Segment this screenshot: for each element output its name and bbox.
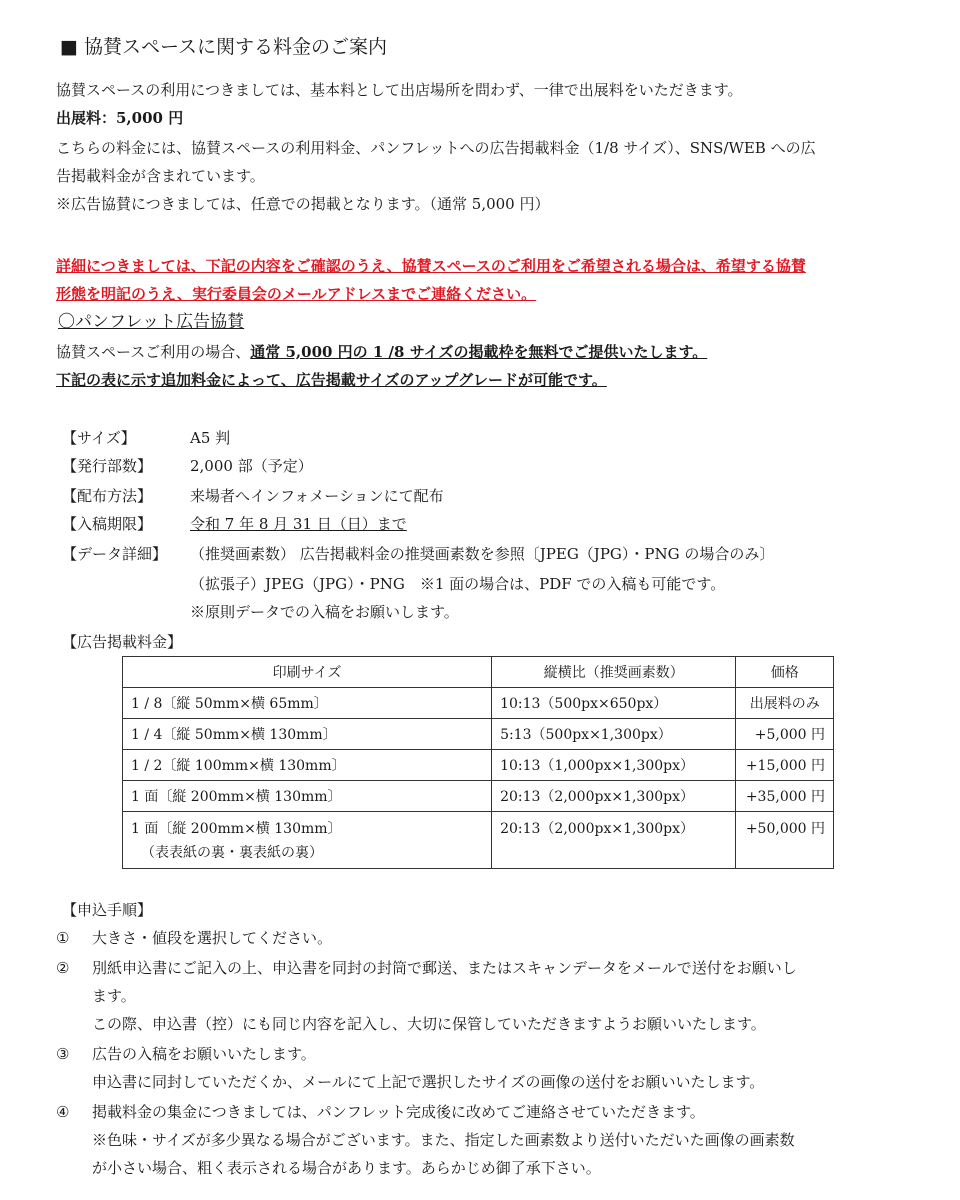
fees-table — [122, 656, 834, 869]
cell-price: +15,000 円 — [736, 750, 834, 781]
notice-line-2: 形態を明記のうえ、実行委員会のメールアドレスまでご連絡ください。 — [56, 285, 537, 303]
col-header-price: 価格 — [736, 657, 834, 688]
col-header-print-size: 印刷サイズ — [123, 657, 492, 688]
square-bullet-icon: ■ — [60, 36, 78, 58]
spec-data-line-3: ※原則データでの入稿をお願いします。 — [190, 603, 459, 621]
spec-data-label: 【データ詳細】 — [62, 545, 168, 563]
cell-price: +50,000 円 — [736, 812, 834, 869]
notice-line-1: 詳細につきましては、下記の内容をご確認のうえ、協賛スペースのご利用をご希望される場合は、希望する協賛 — [56, 257, 806, 275]
spec-deadline-value: 令和 7 年 8 月 31 日（日）まで — [190, 515, 407, 533]
procedure-heading: 【申込手順】 — [62, 901, 153, 919]
spec-size-label: 【サイズ】 — [62, 429, 136, 447]
exhibition-fee: 出展料：5,000 円 — [56, 109, 184, 127]
step-4-text-3: が小さい場合、粗く表示される場合があります。あらかじめ御了承下さい。 — [92, 1159, 601, 1177]
spec-size-value: A5 判 — [190, 429, 231, 447]
step-4-text-2: ※色味・サイズが多少異なる場合がございます。また、指定した画素数より送付いただいた画像の画素数 — [92, 1131, 795, 1149]
pamphlet-line-1-plain: 協賛スペースご利用の場合、 — [56, 343, 251, 361]
step-4-text-1: 掲載料金の集金につきましては、パンフレット完成後に改めてご連絡させていただきます。 — [92, 1103, 705, 1121]
cell-ratio: 10:13（500px×650px） — [492, 688, 736, 719]
table-row — [123, 688, 834, 719]
table-row — [123, 719, 834, 750]
cell-ratio: 20:13（2,000px×1,300px） — [492, 781, 736, 812]
step-1-text: 大きさ・値段を選択してください。 — [92, 929, 333, 947]
page-title-text: 協賛スペースに関する料金のご案内 — [84, 36, 388, 58]
step-1-number: ① — [56, 929, 70, 947]
pamphlet-line-2: 下記の表に示す追加料金によって、広告掲載サイズのアップグレードが可能です。 — [56, 371, 607, 389]
col-header-aspect-ratio: 縦横比（推奨画素数） — [492, 657, 736, 688]
fees-heading: 【広告掲載料金】 — [62, 633, 183, 651]
spec-copies-label: 【発行部数】 — [62, 457, 153, 475]
cell-ratio: 5:13（500px×1,300px） — [492, 719, 736, 750]
pamphlet-line-1-bold: 通常 5,000 円の 1 /8 サイズの掲載枠を無料でご提供いたします。 — [250, 343, 708, 361]
spec-distribution-label: 【配布方法】 — [62, 487, 153, 505]
step-2-number: ② — [56, 959, 70, 977]
table-row — [123, 812, 834, 869]
step-3-number: ③ — [56, 1045, 70, 1063]
intro-line-4: 告掲載料金が含まれています。 — [56, 167, 265, 185]
cell-size: 1 / 2〔縦 100mm×横 130mm〕 — [123, 750, 492, 781]
pamphlet-line-1 — [56, 342, 707, 362]
cell-price: +5,000 円 — [736, 719, 834, 750]
step-3-text-2: 申込書に同封していただくか、メールにて上記で選択したサイズの画像の送付をお願いいたします。 — [92, 1073, 765, 1091]
spec-deadline-label: 【入稿期限】 — [62, 515, 153, 533]
cell-size-line-1: 1 面〔縦 200mm×横 130mm〕 — [131, 821, 342, 837]
table-row — [123, 781, 834, 812]
cell-size-line-2: （表表紙の裏・裏表紙の裏） — [141, 845, 323, 861]
intro-line-3: こちらの料金には、協賛スペースの利用料金、パンフレットへの広告掲載料金（1/8 サイズ）、SNS/WEB への広 — [56, 139, 816, 157]
pamphlet-heading: 〇パンフレット広告協賛 — [58, 312, 245, 332]
spec-data-line-1: （推奨画素数） 広告掲載料金の推奨画素数を参照〔JPEG（JPG）・PNG の場合のみ〕 — [190, 545, 775, 563]
cell-ratio: 20:13（2,000px×1,300px） — [492, 812, 736, 869]
step-2-text-2: ます。 — [92, 987, 136, 1005]
spec-copies-value: 2,000 部（予定） — [190, 457, 313, 475]
step-2-text-3: この際、申込書（控）にも同じ内容を記入し、大切に保管していただきますようお願いいたします。 — [92, 1015, 766, 1033]
cell-price: 出展料のみ — [736, 688, 834, 719]
step-4-number: ④ — [56, 1103, 70, 1121]
cell-size — [123, 812, 492, 869]
page-title — [60, 34, 387, 60]
table-row — [123, 750, 834, 781]
fees-header-row — [123, 657, 834, 688]
spec-distribution-value: 来場者へインフォメーションにて配布 — [190, 487, 444, 505]
intro-line-1: 協賛スペースの利用につきましては、基本料として出店場所を問わず、一律で出展料をいただきます。 — [56, 81, 743, 99]
spec-data-line-2: （拡張子）JPEG（JPG）・PNG ※1 面の場合は、PDF での入稿も可能です。 — [190, 575, 726, 593]
step-3-text-1: 広告の入稿をお願いいたします。 — [92, 1045, 316, 1063]
cell-price: +35,000 円 — [736, 781, 834, 812]
cell-size: 1 / 8〔縦 50mm×横 65mm〕 — [123, 688, 492, 719]
cell-size: 1 / 4〔縦 50mm×横 130mm〕 — [123, 719, 492, 750]
intro-note: ※広告協賛につきましては、任意での掲載となります。（通常 5,000 円） — [56, 195, 550, 213]
cell-size: 1 面〔縦 200mm×横 130mm〕 — [123, 781, 492, 812]
cell-ratio: 10:13（1,000px×1,300px） — [492, 750, 736, 781]
step-2-text-1: 別紙申込書にご記入の上、申込書を同封の封筒で郵送、またはスキャンデータをメールで送付をお願いし — [92, 959, 797, 977]
